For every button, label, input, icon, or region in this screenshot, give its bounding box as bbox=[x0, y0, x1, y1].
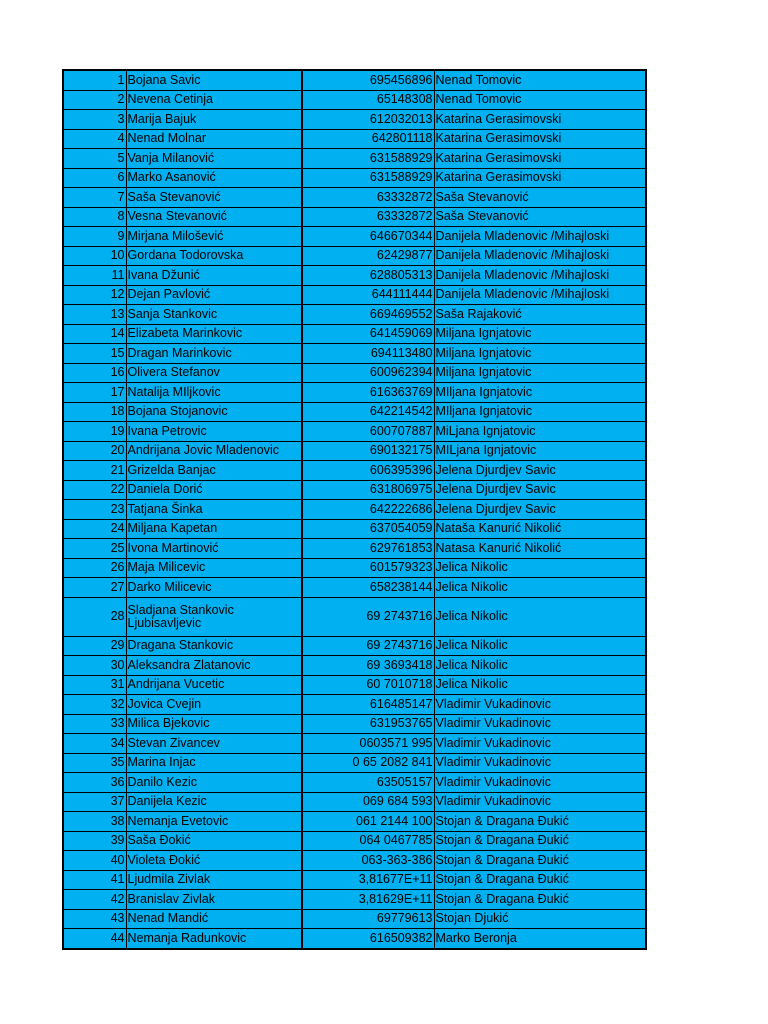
person-name-cell: Marina Injac bbox=[126, 753, 302, 773]
person-name-cell: Natalija MIljkovic bbox=[126, 383, 302, 403]
person-name-cell: Maja Milicevic bbox=[126, 558, 302, 578]
table-row bbox=[63, 500, 646, 520]
person-name-cell: Sanja Stankovic bbox=[126, 305, 302, 325]
table-row bbox=[63, 305, 646, 325]
person-name-cell: Branislav Zivlak bbox=[126, 890, 302, 910]
person-name-cell: Elizabeta Marinkovic bbox=[126, 324, 302, 344]
row-number-cell: 27 bbox=[63, 578, 126, 598]
person-name-cell: Nevena Cetinja bbox=[126, 90, 302, 110]
row-number-cell: 2 bbox=[63, 90, 126, 110]
phone-number-cell: 628805313 bbox=[302, 266, 434, 286]
phone-number-cell: 63332872 bbox=[302, 188, 434, 208]
person-name-cell: Jovica Cvejin bbox=[126, 695, 302, 715]
phone-number-cell: 63505157 bbox=[302, 773, 434, 793]
phone-number-cell: 669469552 bbox=[302, 305, 434, 325]
row-number-cell: 6 bbox=[63, 168, 126, 188]
row-number-cell: 25 bbox=[63, 539, 126, 559]
table-row bbox=[63, 519, 646, 539]
phone-number-cell: 631806975 bbox=[302, 480, 434, 500]
phone-number-cell: 631953765 bbox=[302, 714, 434, 734]
phone-number-cell: 629761853 bbox=[302, 539, 434, 559]
contact-person-cell: Marko Beronja bbox=[434, 929, 646, 949]
phone-number-cell: 606395396 bbox=[302, 461, 434, 481]
contact-person-cell: Vladimir Vukadinovic bbox=[434, 792, 646, 812]
person-name-cell: Dejan Pavlović bbox=[126, 285, 302, 305]
table-row bbox=[63, 402, 646, 422]
row-number-cell: 32 bbox=[63, 695, 126, 715]
table-row bbox=[63, 422, 646, 442]
person-name-cell: Nenad Mandić bbox=[126, 909, 302, 929]
row-number-cell: 17 bbox=[63, 383, 126, 403]
table-row bbox=[63, 539, 646, 559]
phone-number-cell: 69 3693418 bbox=[302, 656, 434, 676]
person-name-cell: Bojana Savic bbox=[126, 70, 302, 90]
row-number-cell: 10 bbox=[63, 246, 126, 266]
person-name-cell: Dragan Marinkovic bbox=[126, 344, 302, 364]
phone-number-cell: 69 2743716 bbox=[302, 636, 434, 656]
contact-person-cell: Saša Stevanović bbox=[434, 207, 646, 227]
person-name-cell: Vesna Stevanović bbox=[126, 207, 302, 227]
table-row bbox=[63, 714, 646, 734]
contact-person-cell: Jelica Nikolic bbox=[434, 656, 646, 676]
contact-person-cell: Saša Stevanović bbox=[434, 188, 646, 208]
row-number-cell: 34 bbox=[63, 734, 126, 754]
phone-number-cell: 616485147 bbox=[302, 695, 434, 715]
phone-number-cell: 695456896 bbox=[302, 70, 434, 90]
phone-number-cell: 646670344 bbox=[302, 227, 434, 247]
table-row bbox=[63, 70, 646, 90]
phone-number-cell: 0603571 995 bbox=[302, 734, 434, 754]
row-number-cell: 11 bbox=[63, 266, 126, 286]
table-row bbox=[63, 812, 646, 832]
contact-person-cell: Natasa Kanurić Nikolić bbox=[434, 539, 646, 559]
person-name-cell: Ivana Džunić bbox=[126, 266, 302, 286]
person-name-cell: Aleksandra Zlatanovic bbox=[126, 656, 302, 676]
row-number-cell: 1 bbox=[63, 70, 126, 90]
phone-number-cell: 69779613 bbox=[302, 909, 434, 929]
phone-number-cell: 62429877 bbox=[302, 246, 434, 266]
contact-person-cell: MIljana Ignjatovic bbox=[434, 383, 646, 403]
row-number-cell: 33 bbox=[63, 714, 126, 734]
contact-person-cell: Nenad Tomovic bbox=[434, 90, 646, 110]
table-row bbox=[63, 129, 646, 149]
contact-person-cell: Stojan & Dragana Đukić bbox=[434, 890, 646, 910]
phone-number-cell: 642222686 bbox=[302, 500, 434, 520]
table-row bbox=[63, 344, 646, 364]
contact-person-cell: Vladimir Vukadinovic bbox=[434, 753, 646, 773]
row-number-cell: 39 bbox=[63, 831, 126, 851]
person-name-cell: Saša Stevanović bbox=[126, 188, 302, 208]
table-row bbox=[63, 324, 646, 344]
row-number-cell: 12 bbox=[63, 285, 126, 305]
contact-person-cell: Miljana Ignjatovic bbox=[434, 344, 646, 364]
contact-person-cell: Jelica Nikolic bbox=[434, 675, 646, 695]
person-name-cell: Vanja Milanović bbox=[126, 149, 302, 169]
row-number-cell: 21 bbox=[63, 461, 126, 481]
row-number-cell: 19 bbox=[63, 422, 126, 442]
row-number-cell: 4 bbox=[63, 129, 126, 149]
table-body bbox=[63, 70, 646, 949]
contact-person-cell: Stojan & Dragana Đukić bbox=[434, 851, 646, 871]
row-number-cell: 26 bbox=[63, 558, 126, 578]
phone-number-cell: 65148308 bbox=[302, 90, 434, 110]
phone-number-cell: 0 65 2082 841 bbox=[302, 753, 434, 773]
person-name-cell: Mirjana Milošević bbox=[126, 227, 302, 247]
row-number-cell: 38 bbox=[63, 812, 126, 832]
table-row bbox=[63, 695, 646, 715]
table-row bbox=[63, 578, 646, 598]
person-name-cell: Sladjana Stankovic Ljubisavljevic bbox=[126, 597, 302, 636]
phone-number-cell: 690132175 bbox=[302, 441, 434, 461]
contact-person-cell: Jelena Djurdjev Savic bbox=[434, 461, 646, 481]
contact-person-cell: Stojan & Dragana Đukić bbox=[434, 831, 646, 851]
person-name-cell: Andrijana Jovic Mladenovic bbox=[126, 441, 302, 461]
table-row bbox=[63, 168, 646, 188]
person-name-cell: Gordana Todorovska bbox=[126, 246, 302, 266]
person-name-cell: Violeta Đokić bbox=[126, 851, 302, 871]
contact-person-cell: MIljana Ignjatovic bbox=[434, 402, 646, 422]
contact-person-cell: Katarina Gerasimovski bbox=[434, 129, 646, 149]
row-number-cell: 22 bbox=[63, 480, 126, 500]
phone-number-cell: 69 2743716 bbox=[302, 597, 434, 636]
phone-number-cell: 631588929 bbox=[302, 149, 434, 169]
contact-person-cell: Danijela Mladenovic /Mihajloski bbox=[434, 227, 646, 247]
row-number-cell: 30 bbox=[63, 656, 126, 676]
phone-number-cell: 641459069 bbox=[302, 324, 434, 344]
person-name-cell: Ivana Petrovic bbox=[126, 422, 302, 442]
row-number-cell: 13 bbox=[63, 305, 126, 325]
contact-person-cell: Stojan Djukić bbox=[434, 909, 646, 929]
person-name-cell: Nenad Molnar bbox=[126, 129, 302, 149]
phone-number-cell: 642214542 bbox=[302, 402, 434, 422]
row-number-cell: 42 bbox=[63, 890, 126, 910]
row-number-cell: 44 bbox=[63, 929, 126, 949]
contact-person-cell: Katarina Gerasimovski bbox=[434, 149, 646, 169]
row-number-cell: 36 bbox=[63, 773, 126, 793]
person-name-cell: Miljana Kapetan bbox=[126, 519, 302, 539]
contact-person-cell: Saša Rajaković bbox=[434, 305, 646, 325]
row-number-cell: 43 bbox=[63, 909, 126, 929]
person-name-cell: Ljudmila Zivlak bbox=[126, 870, 302, 890]
table-row bbox=[63, 773, 646, 793]
row-number-cell: 28 bbox=[63, 597, 126, 636]
contact-person-cell: Jelica Nikolic bbox=[434, 578, 646, 598]
contact-person-cell: Miljana Ignjatovic bbox=[434, 363, 646, 383]
row-number-cell: 9 bbox=[63, 227, 126, 247]
person-name-cell: Olivera Stefanov bbox=[126, 363, 302, 383]
contact-person-cell: Katarina Gerasimovski bbox=[434, 110, 646, 130]
contact-person-cell: Vladimir Vukadinovic bbox=[434, 695, 646, 715]
row-number-cell: 31 bbox=[63, 675, 126, 695]
row-number-cell: 8 bbox=[63, 207, 126, 227]
person-name-cell: Andrijana Vucetic bbox=[126, 675, 302, 695]
phone-number-cell: 694113480 bbox=[302, 344, 434, 364]
person-name-cell: Danijela Kezic bbox=[126, 792, 302, 812]
table-row bbox=[63, 890, 646, 910]
person-name-cell: Ivona Martinović bbox=[126, 539, 302, 559]
phone-number-cell: 600962394 bbox=[302, 363, 434, 383]
phone-number-cell: 644111444 bbox=[302, 285, 434, 305]
phone-number-cell: 061 2144 100 bbox=[302, 812, 434, 832]
contact-person-cell: Jelena Djurdjev Savic bbox=[434, 500, 646, 520]
contact-person-cell: MiLjana Ignjatovic bbox=[434, 422, 646, 442]
table-row bbox=[63, 753, 646, 773]
contact-person-cell: Vladimir Vukadinovic bbox=[434, 734, 646, 754]
contact-person-cell: Katarina Gerasimovski bbox=[434, 168, 646, 188]
table-row bbox=[63, 831, 646, 851]
phone-number-cell: 612032013 bbox=[302, 110, 434, 130]
table-row bbox=[63, 636, 646, 656]
phone-number-cell: 631588929 bbox=[302, 168, 434, 188]
person-name-cell: Daniela Dorić bbox=[126, 480, 302, 500]
table-row bbox=[63, 909, 646, 929]
row-number-cell: 41 bbox=[63, 870, 126, 890]
contact-person-cell: Jelena Djurdjev Savic bbox=[434, 480, 646, 500]
table-row bbox=[63, 851, 646, 871]
table-row bbox=[63, 188, 646, 208]
phone-number-cell: 60 7010718 bbox=[302, 675, 434, 695]
phone-number-cell: 616509382 bbox=[302, 929, 434, 949]
contact-person-cell: Jelica Nikolic bbox=[434, 597, 646, 636]
person-name-cell: Nemanja Evetovic bbox=[126, 812, 302, 832]
table-row bbox=[63, 363, 646, 383]
row-number-cell: 3 bbox=[63, 110, 126, 130]
table-row bbox=[63, 110, 646, 130]
contact-person-cell: Danijela Mladenovic /Mihajloski bbox=[434, 266, 646, 286]
contact-person-cell: Jelica Nikolic bbox=[434, 636, 646, 656]
phone-number-cell: 063-363-386 bbox=[302, 851, 434, 871]
table-row bbox=[63, 480, 646, 500]
contact-person-cell: MILjana Ignjatovic bbox=[434, 441, 646, 461]
person-name-cell: Darko Milicevic bbox=[126, 578, 302, 598]
phone-number-cell: 63332872 bbox=[302, 207, 434, 227]
contact-person-cell: Vladimir Vukadinovic bbox=[434, 714, 646, 734]
table-row bbox=[63, 266, 646, 286]
table-row bbox=[63, 90, 646, 110]
phone-number-cell: 601579323 bbox=[302, 558, 434, 578]
row-number-cell: 18 bbox=[63, 402, 126, 422]
person-name-cell: Saša Đokić bbox=[126, 831, 302, 851]
table-row bbox=[63, 461, 646, 481]
table-row bbox=[63, 675, 646, 695]
table-row bbox=[63, 441, 646, 461]
phone-number-cell: 3,81677E+11 bbox=[302, 870, 434, 890]
person-name-cell: Danilo Kezic bbox=[126, 773, 302, 793]
contact-person-cell: Miljana Ignjatovic bbox=[434, 324, 646, 344]
row-number-cell: 40 bbox=[63, 851, 126, 871]
contact-table bbox=[62, 69, 647, 950]
person-name-cell: Marija Bajuk bbox=[126, 110, 302, 130]
row-number-cell: 24 bbox=[63, 519, 126, 539]
row-number-cell: 29 bbox=[63, 636, 126, 656]
table-row bbox=[63, 207, 646, 227]
phone-number-cell: 616363769 bbox=[302, 383, 434, 403]
table-row bbox=[63, 929, 646, 949]
contact-person-cell: Stojan & Dragana Đukić bbox=[434, 812, 646, 832]
table-row bbox=[63, 383, 646, 403]
contact-person-cell: Stojan & Dragana Đukić bbox=[434, 870, 646, 890]
table-row bbox=[63, 149, 646, 169]
person-name-cell: Tatjana Šinka bbox=[126, 500, 302, 520]
contact-person-cell: Danijela Mladenovic /Mihajloski bbox=[434, 285, 646, 305]
table-row bbox=[63, 285, 646, 305]
phone-number-cell: 658238144 bbox=[302, 578, 434, 598]
row-number-cell: 5 bbox=[63, 149, 126, 169]
row-number-cell: 7 bbox=[63, 188, 126, 208]
phone-number-cell: 3,81629E+11 bbox=[302, 890, 434, 910]
person-name-cell: Marko Asanović bbox=[126, 168, 302, 188]
row-number-cell: 23 bbox=[63, 500, 126, 520]
contact-person-cell: Nataša Kanurić Nikolić bbox=[434, 519, 646, 539]
row-number-cell: 14 bbox=[63, 324, 126, 344]
person-name-cell: Grizelda Banjac bbox=[126, 461, 302, 481]
row-number-cell: 16 bbox=[63, 363, 126, 383]
phone-number-cell: 600707887 bbox=[302, 422, 434, 442]
row-number-cell: 20 bbox=[63, 441, 126, 461]
person-name-cell: Nemanja Radunkovic bbox=[126, 929, 302, 949]
phone-number-cell: 637054059 bbox=[302, 519, 434, 539]
table-row bbox=[63, 227, 646, 247]
table-row bbox=[63, 597, 646, 636]
contact-person-cell: Jelica Nikolic bbox=[434, 558, 646, 578]
row-number-cell: 35 bbox=[63, 753, 126, 773]
phone-number-cell: 069 684 593 bbox=[302, 792, 434, 812]
contact-person-cell: Nenad Tomovic bbox=[434, 70, 646, 90]
table-row bbox=[63, 656, 646, 676]
table-row bbox=[63, 870, 646, 890]
person-name-cell: Bojana Stojanovic bbox=[126, 402, 302, 422]
contact-person-cell: Danijela Mladenovic /Mihajloski bbox=[434, 246, 646, 266]
phone-number-cell: 064 0467785 bbox=[302, 831, 434, 851]
person-name-cell: Milica Bjekovic bbox=[126, 714, 302, 734]
person-name-cell: Stevan Zivancev bbox=[126, 734, 302, 754]
phone-number-cell: 642801118 bbox=[302, 129, 434, 149]
person-name-cell: Dragana Stankovic bbox=[126, 636, 302, 656]
row-number-cell: 15 bbox=[63, 344, 126, 364]
contact-person-cell: Vladimir Vukadinovic bbox=[434, 773, 646, 793]
table-row bbox=[63, 246, 646, 266]
row-number-cell: 37 bbox=[63, 792, 126, 812]
table-row bbox=[63, 558, 646, 578]
table-row bbox=[63, 792, 646, 812]
table-row bbox=[63, 734, 646, 754]
